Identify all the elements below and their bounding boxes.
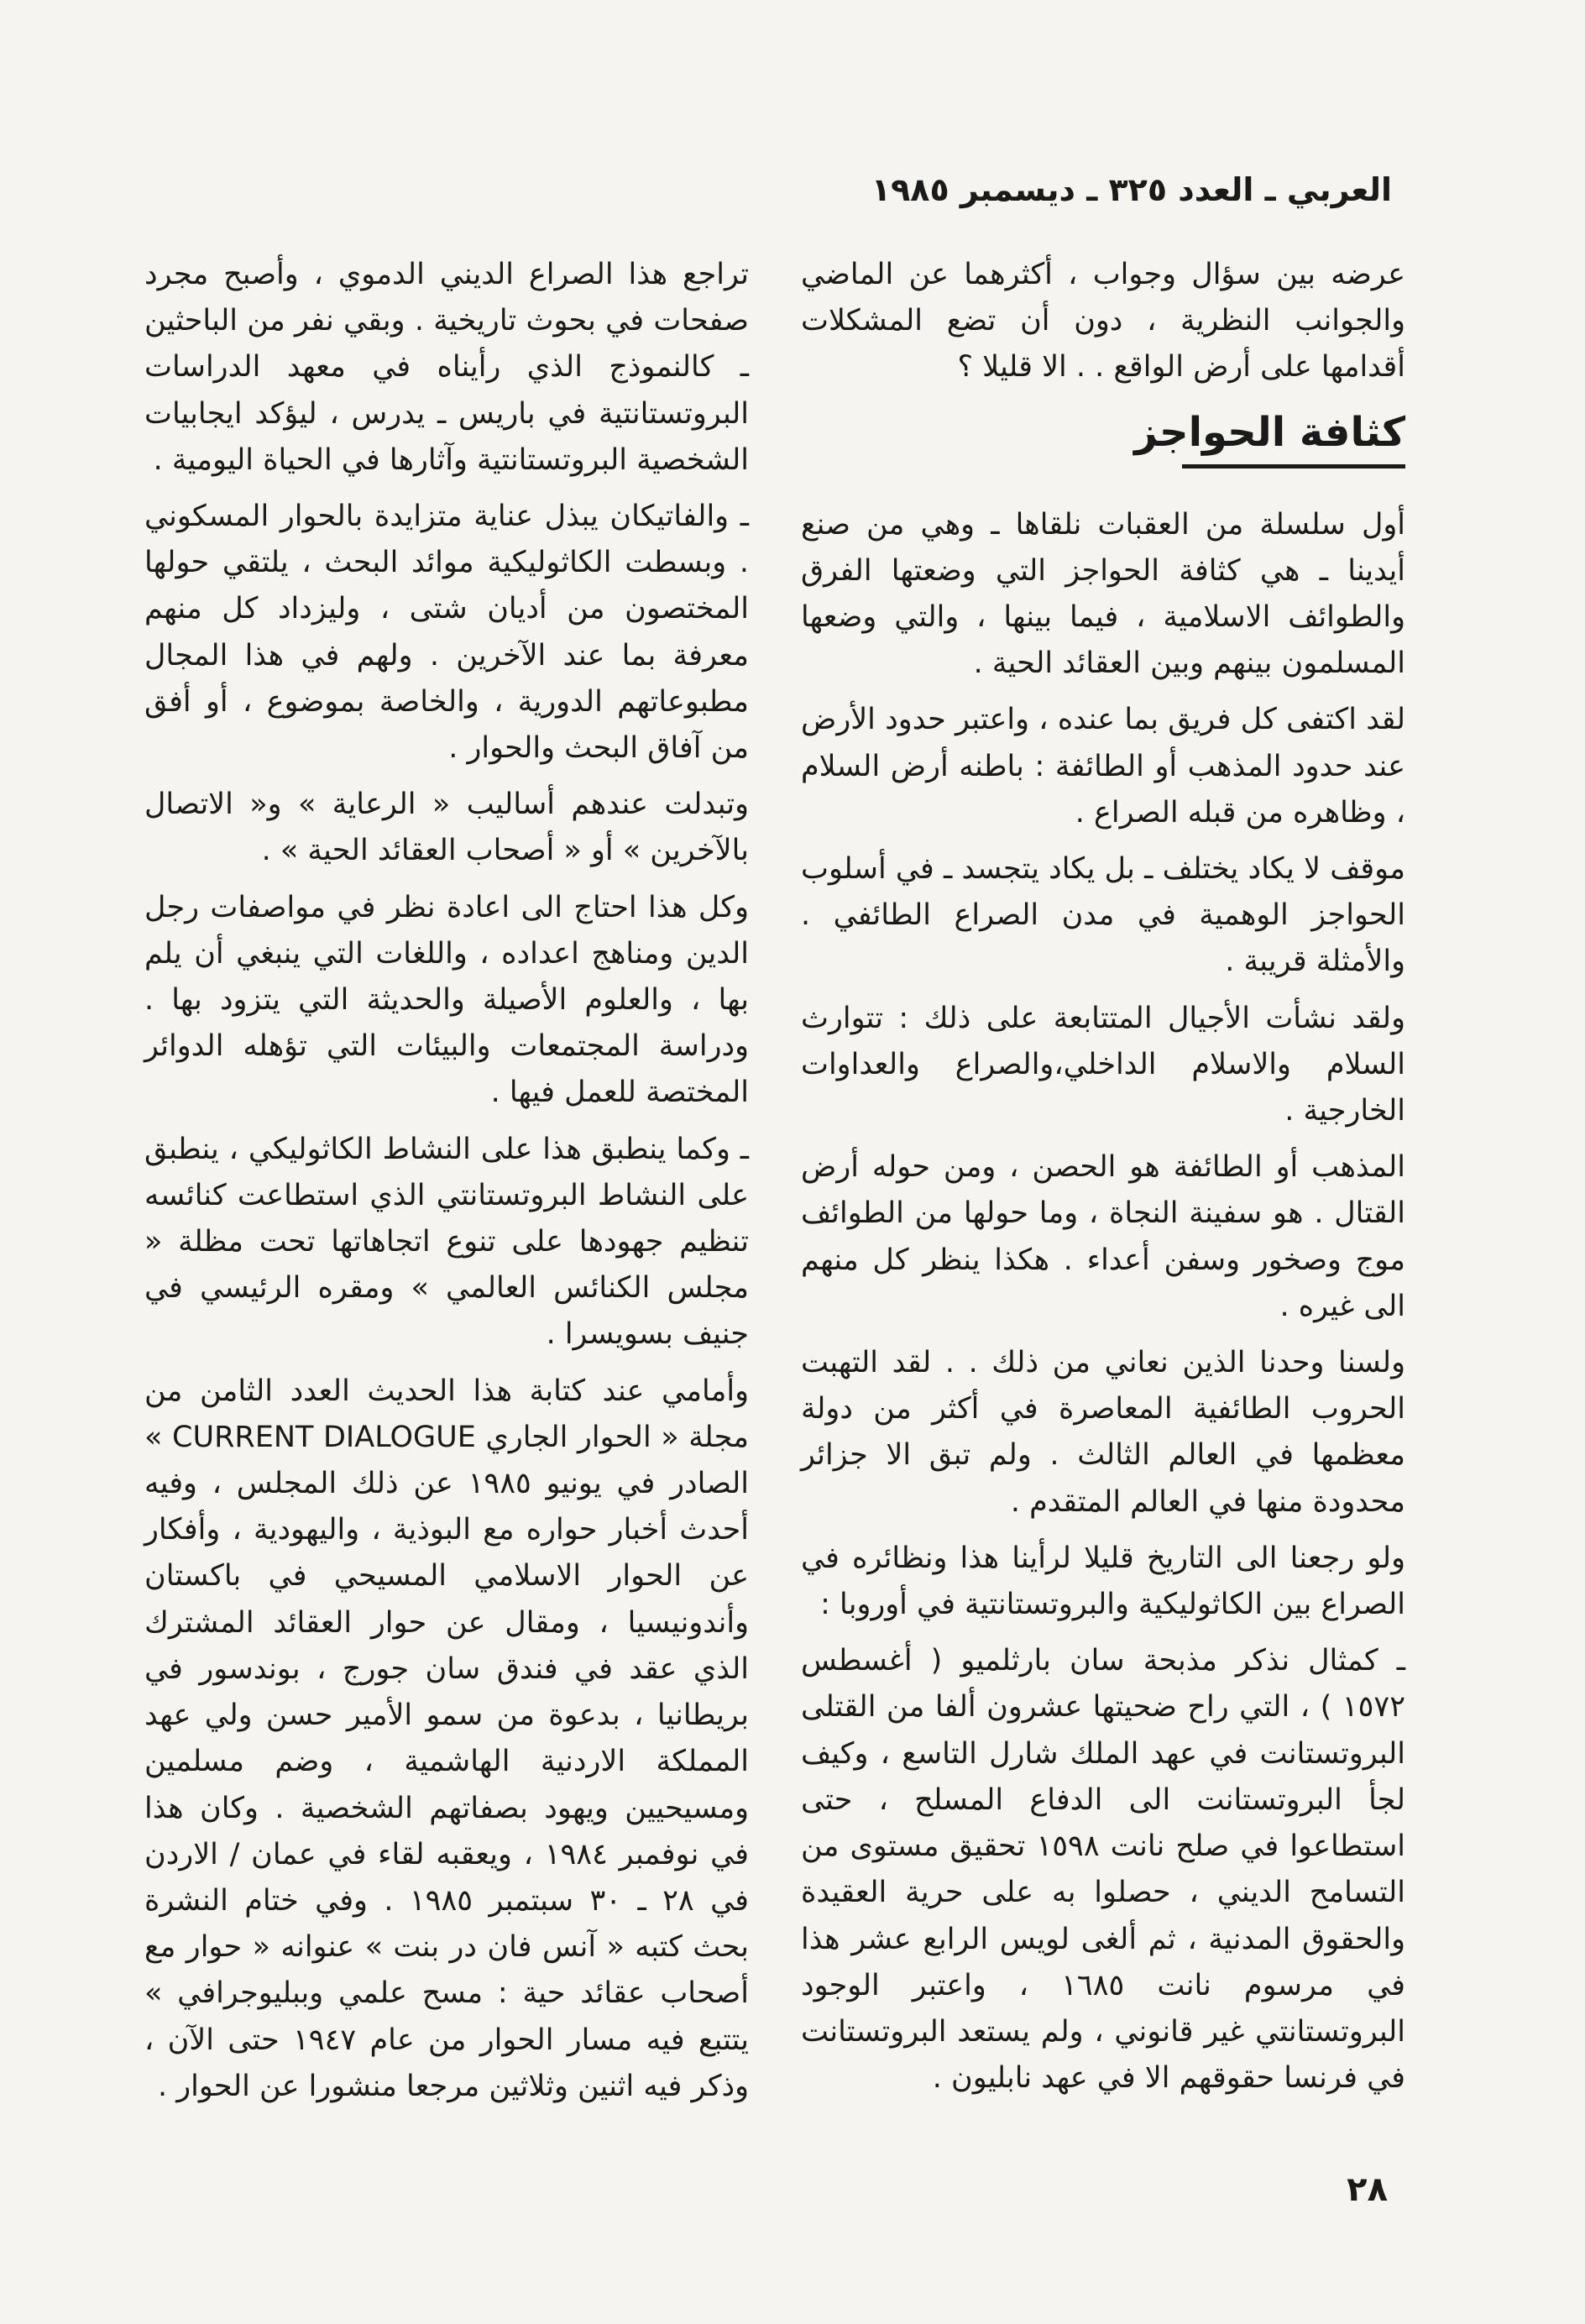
left-column <box>144 252 749 2120</box>
paragraph: لقد اكتفى كل فريق بما عنده ، واعتبر حدود الأرض عند حدود المذهب أو الطائفة : باطنه أرض السلام ، وظاهره من قبله الصراع . <box>801 703 1405 830</box>
paragraph: وكل هذا احتاج الى اعادة نظر في مواصفات رجل الدين ومناهج اعداده ، واللغات التي ينبغي أن يلم بها ، والعلوم الأصيلة والحديثة التي يتزود بها . ودراسة المجتمعات والبيئات التي تؤهله الدوائر المختصة للعمل فيها . <box>144 890 749 1110</box>
paragraph: ولقد نشأت الأجيال المتتابعة على ذلك : تتوارث السلام والاسلام الداخلي،والصراع والعداوات الخارجية . <box>801 1001 1405 1128</box>
paragraph: المذهب أو الطائفة هو الحصن ، ومن حوله أرض القتال . هو سفينة النجاة ، وما حولها من الطوائف موج وصخور وسفن أعداء . هكذا ينظر كل منهم الى غيره . <box>801 1150 1405 1323</box>
paragraph: موقف لا يكاد يختلف ـ بل يكاد يتجسد ـ في أسلوب الحواجز الوهمية في مدن الصراع الطائفي . والأمثلة قريبة . <box>801 852 1405 979</box>
paragraph: تراجع هذا الصراع الديني الدموي ، وأصبح مجرد صفحات في بحوث تاريخية . وبقي نفر من الباحثين ـ كالنموذج الذي رأيناه في معهد الدراسات البروتستانتية في باريس ـ يدرس ، ليؤكد ايجابيات الشخصية البروتستانتية وآثارها في الحياة اليومية . <box>144 258 749 477</box>
paragraph: ولسنا وحدنا الذين نعاني من ذلك . . لقد التهبت الحروب الطائفية المعاصرة في أكثر من دولة معظمها في العالم الثالث . ولم تبق الا جزائر محدودة منها في العالم المتقدم . <box>801 1346 1405 1519</box>
section-heading <box>801 403 1405 468</box>
paragraph: عرضه بين سؤال وجواب ، أكثرهما عن الماضي والجوانب النظرية ، دون أن تضع المشكلات أقدامها على أرض الواقع . . الا قليلا ؟ <box>801 258 1405 385</box>
right-column <box>801 252 1405 2112</box>
paragraph: ـ وكما ينطبق هذا على النشاط الكاثوليكي ، ينطبق على النشاط البروتستانتي الذي استطاعت كنائسه تنظيم جهودها على تنوع اتجاهاتها تحت مظلة « مجلس الكنائس العالمي » ومقره الرئيسي في جنيف بسويسرا . <box>144 1132 749 1352</box>
running-head: العربي ـ العدد ٣٢٥ ـ ديسمبر ١٩٨٥ <box>871 171 1392 208</box>
paragraph: ـ والفاتيكان يبذل عناية متزايدة بالحوار المسكوني . وبسطت الكاثوليكية موائد البحث ، يلتقي حولها المختصون من أديان شتى ، وليزداد كل منهم معرفة بما عند الآخرين . ولهم في هذا المجال مطبوعاتهم الدورية ، والخاصة بموضوع ، أو أفق من آفاق البحث والحوار . <box>144 500 749 766</box>
page-number: ٢٨ <box>1347 2170 1388 2209</box>
paragraph: وتبدلت عندهم أساليب « الرعاية » و« الاتصال بالآخرين » أو « أصحاب العقائد الحية » . <box>144 788 749 868</box>
section-heading-text: كثافة الحواجز <box>1134 408 1405 456</box>
paragraph: ولو رجعنا الى التاريخ قليلا لرأينا هذا ونظائره في الصراع بين الكاثوليكية والبروتستانتية في أوروبا : <box>801 1541 1405 1622</box>
paragraph: ـ كمثال نذكر مذبحة سان بارثلميو ( أغسطس ١٥٧٢ ) ، التي راح ضحيتها عشرون ألفا من القتلى البروتستانت في عهد الملك شارل التاسع ، وكيف لجأ البروتستانت الى الدفاع المسلح ، حتى استطاعوا في صلح نانت ١٥٩٨ تحقيق مستوى من التسامح الديني ، حصلوا به على حرية العقيدة والحقوق المدنية ، ثم ألغى لويس الرابع عشر هذا في مرسوم نانت ١٦٨٥ ، واعتبر الوجود البروتستانتي غير قانوني ، ولم يستعد البروتستانت في فرنسا حقوقهم الا في عهد نابليون . <box>801 1644 1405 2096</box>
paragraph: وأمامي عند كتابة هذا الحديث العدد الثامن من مجلة « الحوار الجاري CURRENT DIALOGUE » الصادر في يونيو ١٩٨٥ عن ذلك المجلس ، وفيه أحدث أخبار حواره مع البوذية ، واليهودية ، وأفكار عن الحوار الاسلامي المسيحي في باكستان وأندونيسيا ، ومقال عن حوار العقائد المشترك الذي عقد في فندق سان جورج ، بوندسور في بريطانيا ، بدعوة من سمو الأمير حسن ولي عهد المملكة الاردنية الهاشمية ، وضم مسلمين ومسيحيين ويهود بصفاتهم الشخصية . وكان هذا في نوفمبر ١٩٨٤ ، ويعقبه لقاء في عمان / الاردن في ٢٨ ـ ٣٠ سبتمبر ١٩٨٥ . وفي ختام النشرة بحث كتبه « آنس فان در بنت » عنوانه « حوار مع أصحاب عقائد حية : مسح علمي وببليوجرافي » يتتبع فيه مسار الحوار من عام ١٩٤٧ حتى الآن ، وذكر فيه اثنين وثلاثين مرجعا منشورا عن الحوار . <box>144 1374 750 2103</box>
heading-underline <box>1182 464 1405 468</box>
paragraph: أول سلسلة من العقبات نلقاها ـ وهي من صنع أيدينا ـ هي كثافة الحواجز التي وضعتها الفرق والطوائف الاسلامية ، فيما بينها ، والتي وضعها المسلمون بينهم وبين العقائد الحية . <box>801 507 1405 681</box>
